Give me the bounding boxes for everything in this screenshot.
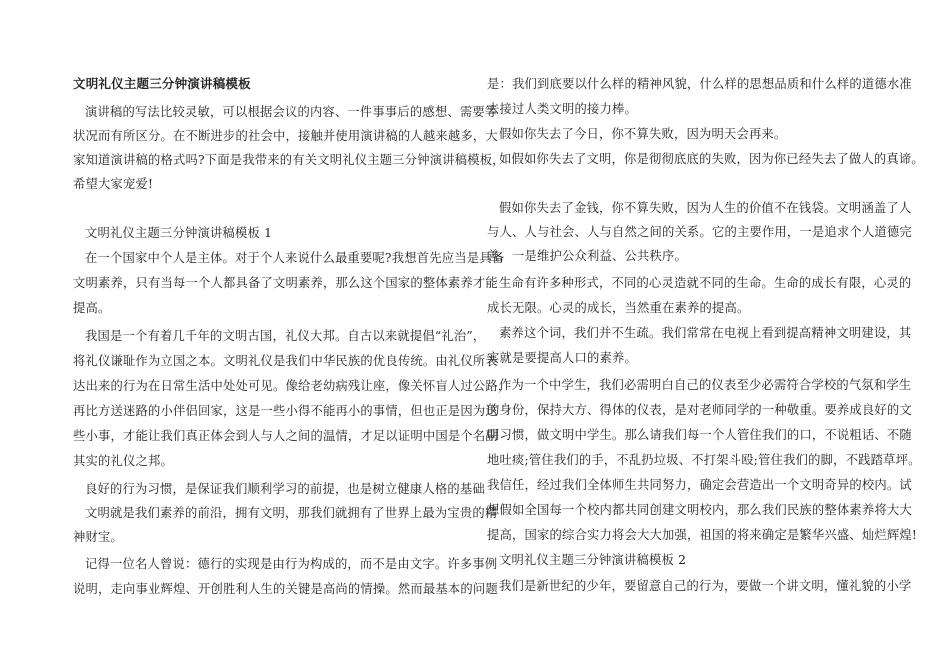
body-line: 说明，走向事业辉煌、开创胜利人生的关键是高尚的情操。然而最基本的问题 — [73, 582, 498, 596]
body-line: 与人、人与社会、人与自然之间的关系。它的主要作用，一是追求个人道德完 — [487, 225, 912, 239]
body-line: 是：我们到底要以什么样的精神风貌，什么样的思想品质和什么样的道德水准 — [487, 77, 912, 91]
body-line: 文明素养，只有当每一个人都具备了文明素养，那么这个国家的整体素养才能 — [73, 276, 498, 290]
intro-line: 演讲稿的写法比较灵敏，可以根据会议的内容、一件事事后的感想、需要等 — [85, 105, 498, 119]
body-line: 如假如你失去了文明，你是彻彻底底的失败，因为你已经失去了做人的真谛。 — [499, 152, 924, 166]
body-line: 记得一位名人曾说：德行的实现是由行为构成的，而不是由文字。许多事例 — [85, 557, 498, 571]
intro-line: 希望大家宠爱! — [73, 177, 154, 191]
document-title: 文明礼仪主题三分钟演讲稿模板 — [73, 76, 251, 91]
body-line: 其实的礼仪之邦。 — [73, 454, 173, 468]
body-line: 想假如全国每一个校内都共同创建文明校内，那么我们民族的整体素养将大大 — [487, 503, 912, 517]
body-line: 良好的行为习惯，是保证我们顺利学习的前提，也是树立健康人格的基础 — [85, 482, 485, 496]
body-line: 假如你失去了今日，你不算失败，因为明天会再来。 — [499, 127, 787, 141]
body-line: 在一个国家中个人是主体。对于个人来说什么最重要呢?我想首先应当是具备 — [85, 251, 505, 265]
body-line: 作为一个中学生，我们必需明白自己的仪表至少必需符合学校的气氛和学生 — [499, 378, 912, 392]
intro-line: 家知道演讲稿的格式吗?下面是我带来的有关文明礼仪主题三分钟演讲稿模板， — [73, 153, 505, 167]
intro-line: 状况而有所区分。在不断进步的社会中，接触并使用演讲稿的人越来越多，大 — [73, 129, 498, 143]
body-line: 素养这个词，我们并不生疏。我们常常在电视上看到提高精神文明建设，其 — [499, 326, 912, 340]
body-line: 实就是要提高人口的素养。 — [487, 351, 637, 365]
body-line: 明习惯，做文明中学生。那么请我们每一个人管住我们的口，不说粗话、不随 — [487, 428, 912, 442]
body-line: 提高，国家的综合实力将会大大加强，祖国的将来确定是繁华兴盛、灿烂辉煌! — [487, 528, 918, 542]
body-line: 我国是一个有着几千年的文明古国，礼仪大邦。自古以来就提倡“礼治”， — [85, 329, 486, 343]
body-line: 再比方送迷路的小伴侣回家，这是一些小得不能再小的事情，但也正是因为这 — [73, 404, 498, 418]
body-line: 地吐痰;管住我们的手，不乱扔垃圾、不打架斗殴;管住我们的脚，不践踏草坪。 — [487, 453, 921, 467]
body-line: 成长无限。心灵的成长，当然重在素养的提高。 — [487, 301, 750, 315]
body-line: 达出来的行为在日常生活中处处可见。像给老幼病残让座，像关怀盲人过公路， — [73, 379, 511, 393]
section-heading: 文明礼仪主题三分钟演讲稿模板 2 — [499, 553, 687, 567]
body-line: 的身份，保持大方、得体的仪表，是对老师同学的一种敬重。要养成良好的文 — [487, 403, 912, 417]
body-line: 提高。 — [73, 301, 111, 315]
body-line: 些小事，才能让我们真正体会到人与人之间的温情，才足以证明中国是个名副 — [73, 429, 498, 443]
body-line: 文明就是我们素养的前沿，拥有文明，那我们就拥有了世界上最为宝贵的精 — [85, 506, 498, 520]
body-line: 生命有许多种形式，不同的心灵造就不同的生命。生命的成长有限，心灵的 — [499, 276, 912, 290]
body-line: 神财宝。 — [73, 530, 123, 544]
body-line: 去接过人类文明的接力棒。 — [487, 102, 637, 116]
body-line: 假如你失去了金钱，你不算失败，因为人生的价值不在钱袋。文明涵盖了人 — [499, 201, 912, 215]
body-line: 善，一是维护公众利益、公共秩序。 — [487, 249, 687, 263]
body-line: 我信任，经过我们全体师生共同努力，确定会营造出一个文明奇异的校内。试 — [487, 478, 912, 492]
section-heading: 文明礼仪主题三分钟演讲稿模板 1 — [85, 226, 273, 240]
body-line: 将礼仪谦耻作为立国之本。文明礼仪是我们中华民族的优良传统。由礼仪所表 — [73, 354, 498, 368]
body-line: 我们是新世纪的少年，要留意自己的行为，要做一个讲文明，懂礼貌的小学 — [499, 579, 912, 593]
